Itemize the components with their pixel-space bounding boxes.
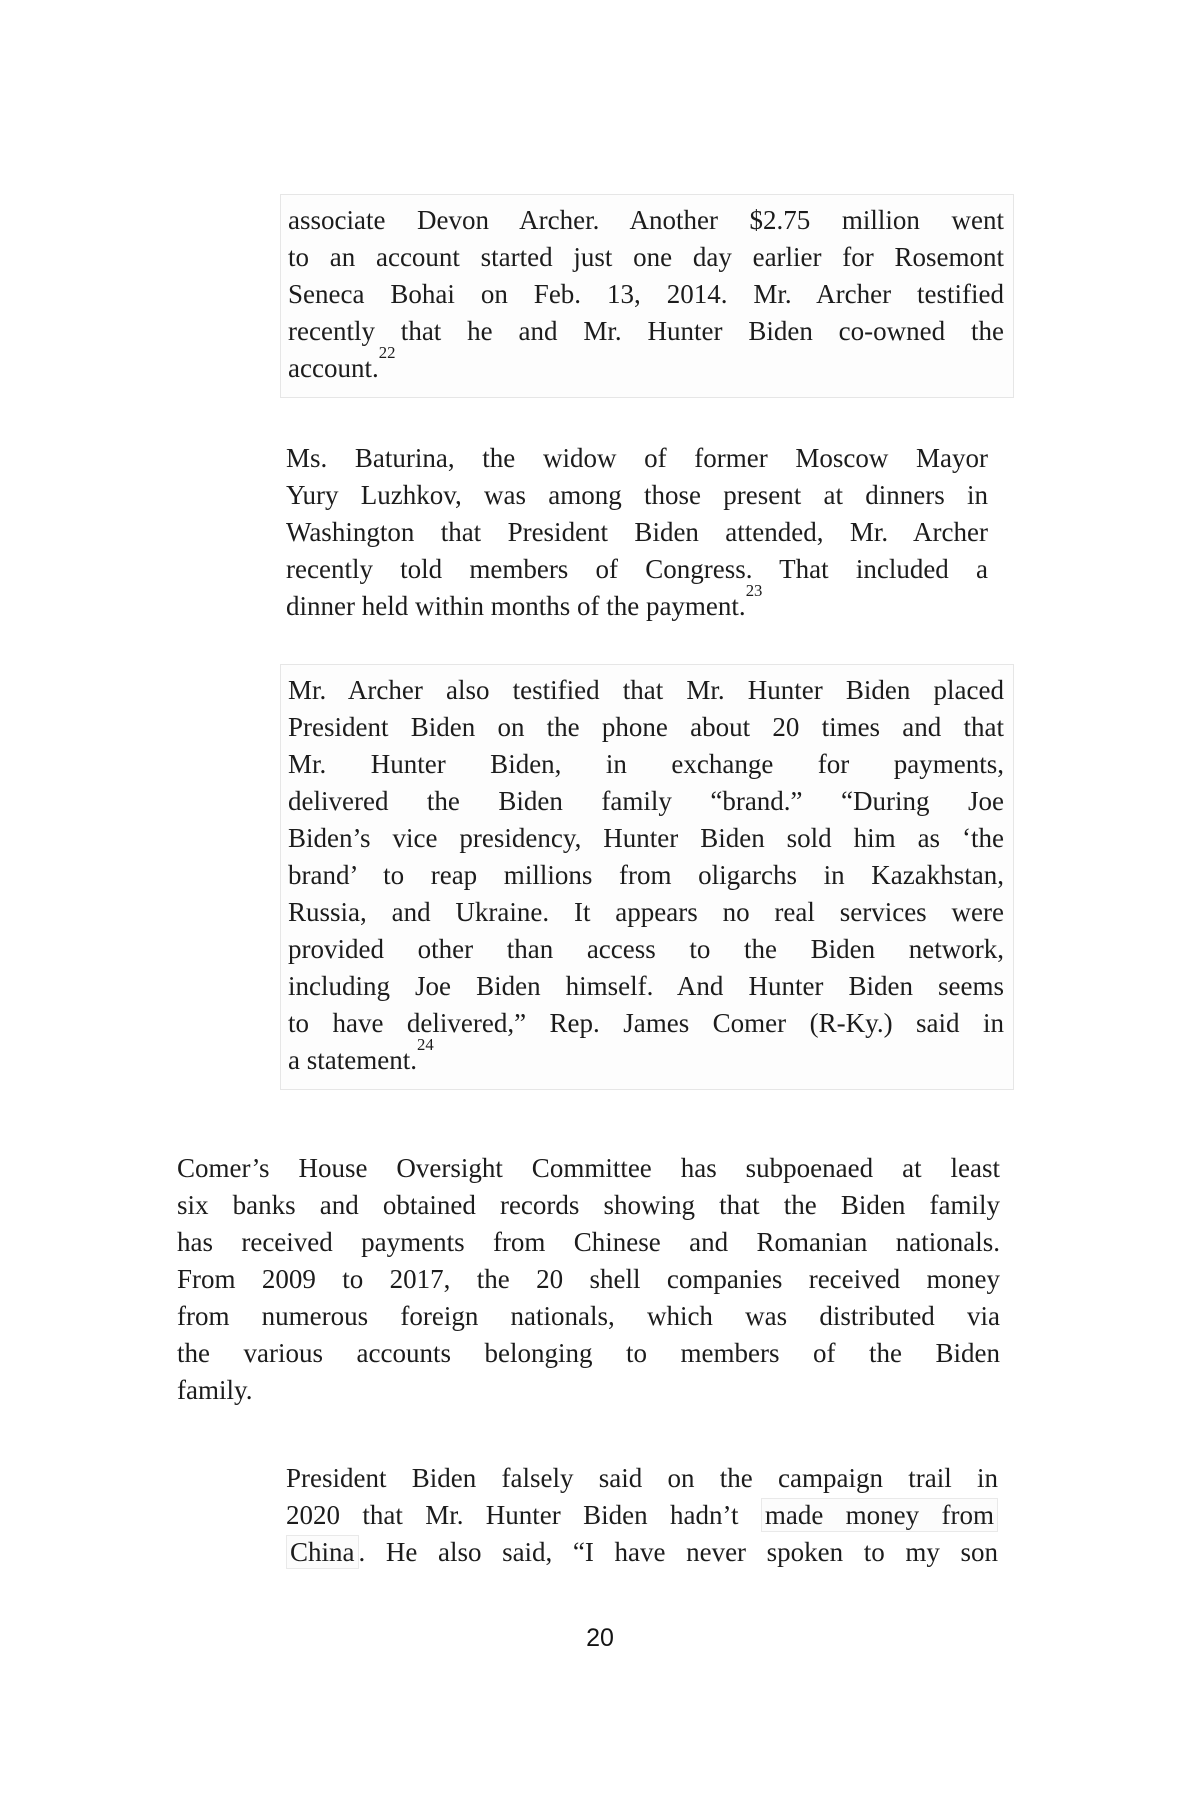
text-segment: recently told members of Congress. That included a (286, 554, 988, 584)
text-line (177, 1187, 1000, 1224)
text-line (286, 1534, 998, 1571)
text-segment: Comer’s House Oversight Committee has subpoenaed at least (177, 1153, 1000, 1183)
link-annotation[interactable]: made money from (761, 1498, 998, 1532)
paragraph-baturina (286, 440, 988, 625)
text-segment: to have delivered,” Rep. James Comer (R-Ky.) said in (288, 1008, 1004, 1038)
text-segment: six banks and obtained records showing that the Biden family (177, 1190, 1000, 1220)
text-segment: to an account started just one day earlier for Rosemont (288, 242, 1004, 272)
text-line (286, 440, 988, 477)
text-line (288, 783, 1004, 820)
text-line (286, 580, 988, 625)
text-line (288, 239, 1004, 276)
text-line (288, 672, 1004, 709)
text-segment: Ms. Baturina, the widow of former Moscow Mayor (286, 443, 988, 473)
text-segment: President Biden on the phone about 20 times and that (288, 712, 1004, 742)
paragraph-oversight-committee (177, 1150, 1000, 1409)
text-segment: recently that he and Mr. Hunter Biden co-owned the (288, 316, 1004, 346)
text-line (288, 746, 1004, 783)
text-segment: brand’ to reap millions from oligarchs in Kazakhstan, (288, 860, 1004, 890)
text-line (288, 857, 1004, 894)
text-line (288, 894, 1004, 931)
link-annotation[interactable]: China (286, 1535, 359, 1569)
text-segment: has received payments from Chinese and Romanian nationals. (177, 1227, 1000, 1257)
text-line (286, 514, 988, 551)
text-segment: . He also said, “I have never spoken to my son (358, 1537, 998, 1567)
footnote-marker: 23 (745, 580, 763, 600)
text-segment: Russia, and Ukraine. It appears no real services were (288, 897, 1004, 927)
text-line (177, 1261, 1000, 1298)
text-segment: 2020 that Mr. Hunter Biden hadn’t (286, 1500, 761, 1530)
text-line (286, 477, 988, 514)
text-segment: dinner held within months of the payment. (286, 591, 746, 621)
text-line (177, 1150, 1000, 1187)
text-line (177, 1335, 1000, 1372)
text-segment: the various accounts belonging to members of the Biden (177, 1338, 1000, 1368)
text-segment: Yury Luzhkov, was among those present at dinners in (286, 480, 988, 510)
text-line (288, 1005, 1004, 1042)
text-line (177, 1298, 1000, 1335)
text-line (288, 202, 1004, 239)
text-line (177, 1224, 1000, 1261)
text-segment: including Joe Biden himself. And Hunter Biden seems (288, 971, 1004, 1001)
text-segment: associate Devon Archer. Another $2.75 million went (288, 205, 1004, 235)
text-line (288, 820, 1004, 857)
page-number: 20 (586, 1624, 614, 1652)
footnote-marker: 22 (378, 342, 396, 362)
text-segment: provided other than access to the Biden network, (288, 934, 1004, 964)
text-line (288, 968, 1004, 1005)
text-line (288, 1034, 1004, 1079)
text-segment: family. (177, 1375, 253, 1405)
quote-block-archer-testimony (280, 664, 1014, 1090)
text-line (288, 313, 1004, 350)
text-segment: Seneca Bohai on Feb. 13, 2014. Mr. Archer testified (288, 279, 1004, 309)
text-segment: delivered the Biden family “brand.” “During Joe (288, 786, 1004, 816)
text-segment: Washington that President Biden attended, Mr. Archer (286, 517, 988, 547)
text-segment: Mr. Hunter Biden, in exchange for payments, (288, 749, 1004, 779)
text-segment: From 2009 to 2017, the 20 shell companies received money (177, 1264, 1000, 1294)
text-line (288, 931, 1004, 968)
text-segment: President Biden falsely said on the campaign trail in (286, 1463, 998, 1493)
text-segment: from numerous foreign nationals, which was distributed via (177, 1301, 1000, 1331)
quote-block-archer-account (280, 194, 1014, 398)
text-line (286, 551, 988, 588)
text-segment: a statement. (288, 1045, 417, 1075)
footnote-marker: 24 (416, 1034, 434, 1054)
paragraph-campaign-trail (286, 1460, 998, 1571)
text-line (288, 342, 1004, 387)
text-segment: account. (288, 353, 379, 383)
text-line (286, 1460, 998, 1497)
text-line (288, 709, 1004, 746)
text-segment: Biden’s vice presidency, Hunter Biden sold him as ‘the (288, 823, 1004, 853)
text-line (286, 1497, 998, 1534)
text-line (288, 276, 1004, 313)
text-line (177, 1372, 1000, 1409)
text-segment: Mr. Archer also testified that Mr. Hunter Biden placed (288, 675, 1004, 705)
